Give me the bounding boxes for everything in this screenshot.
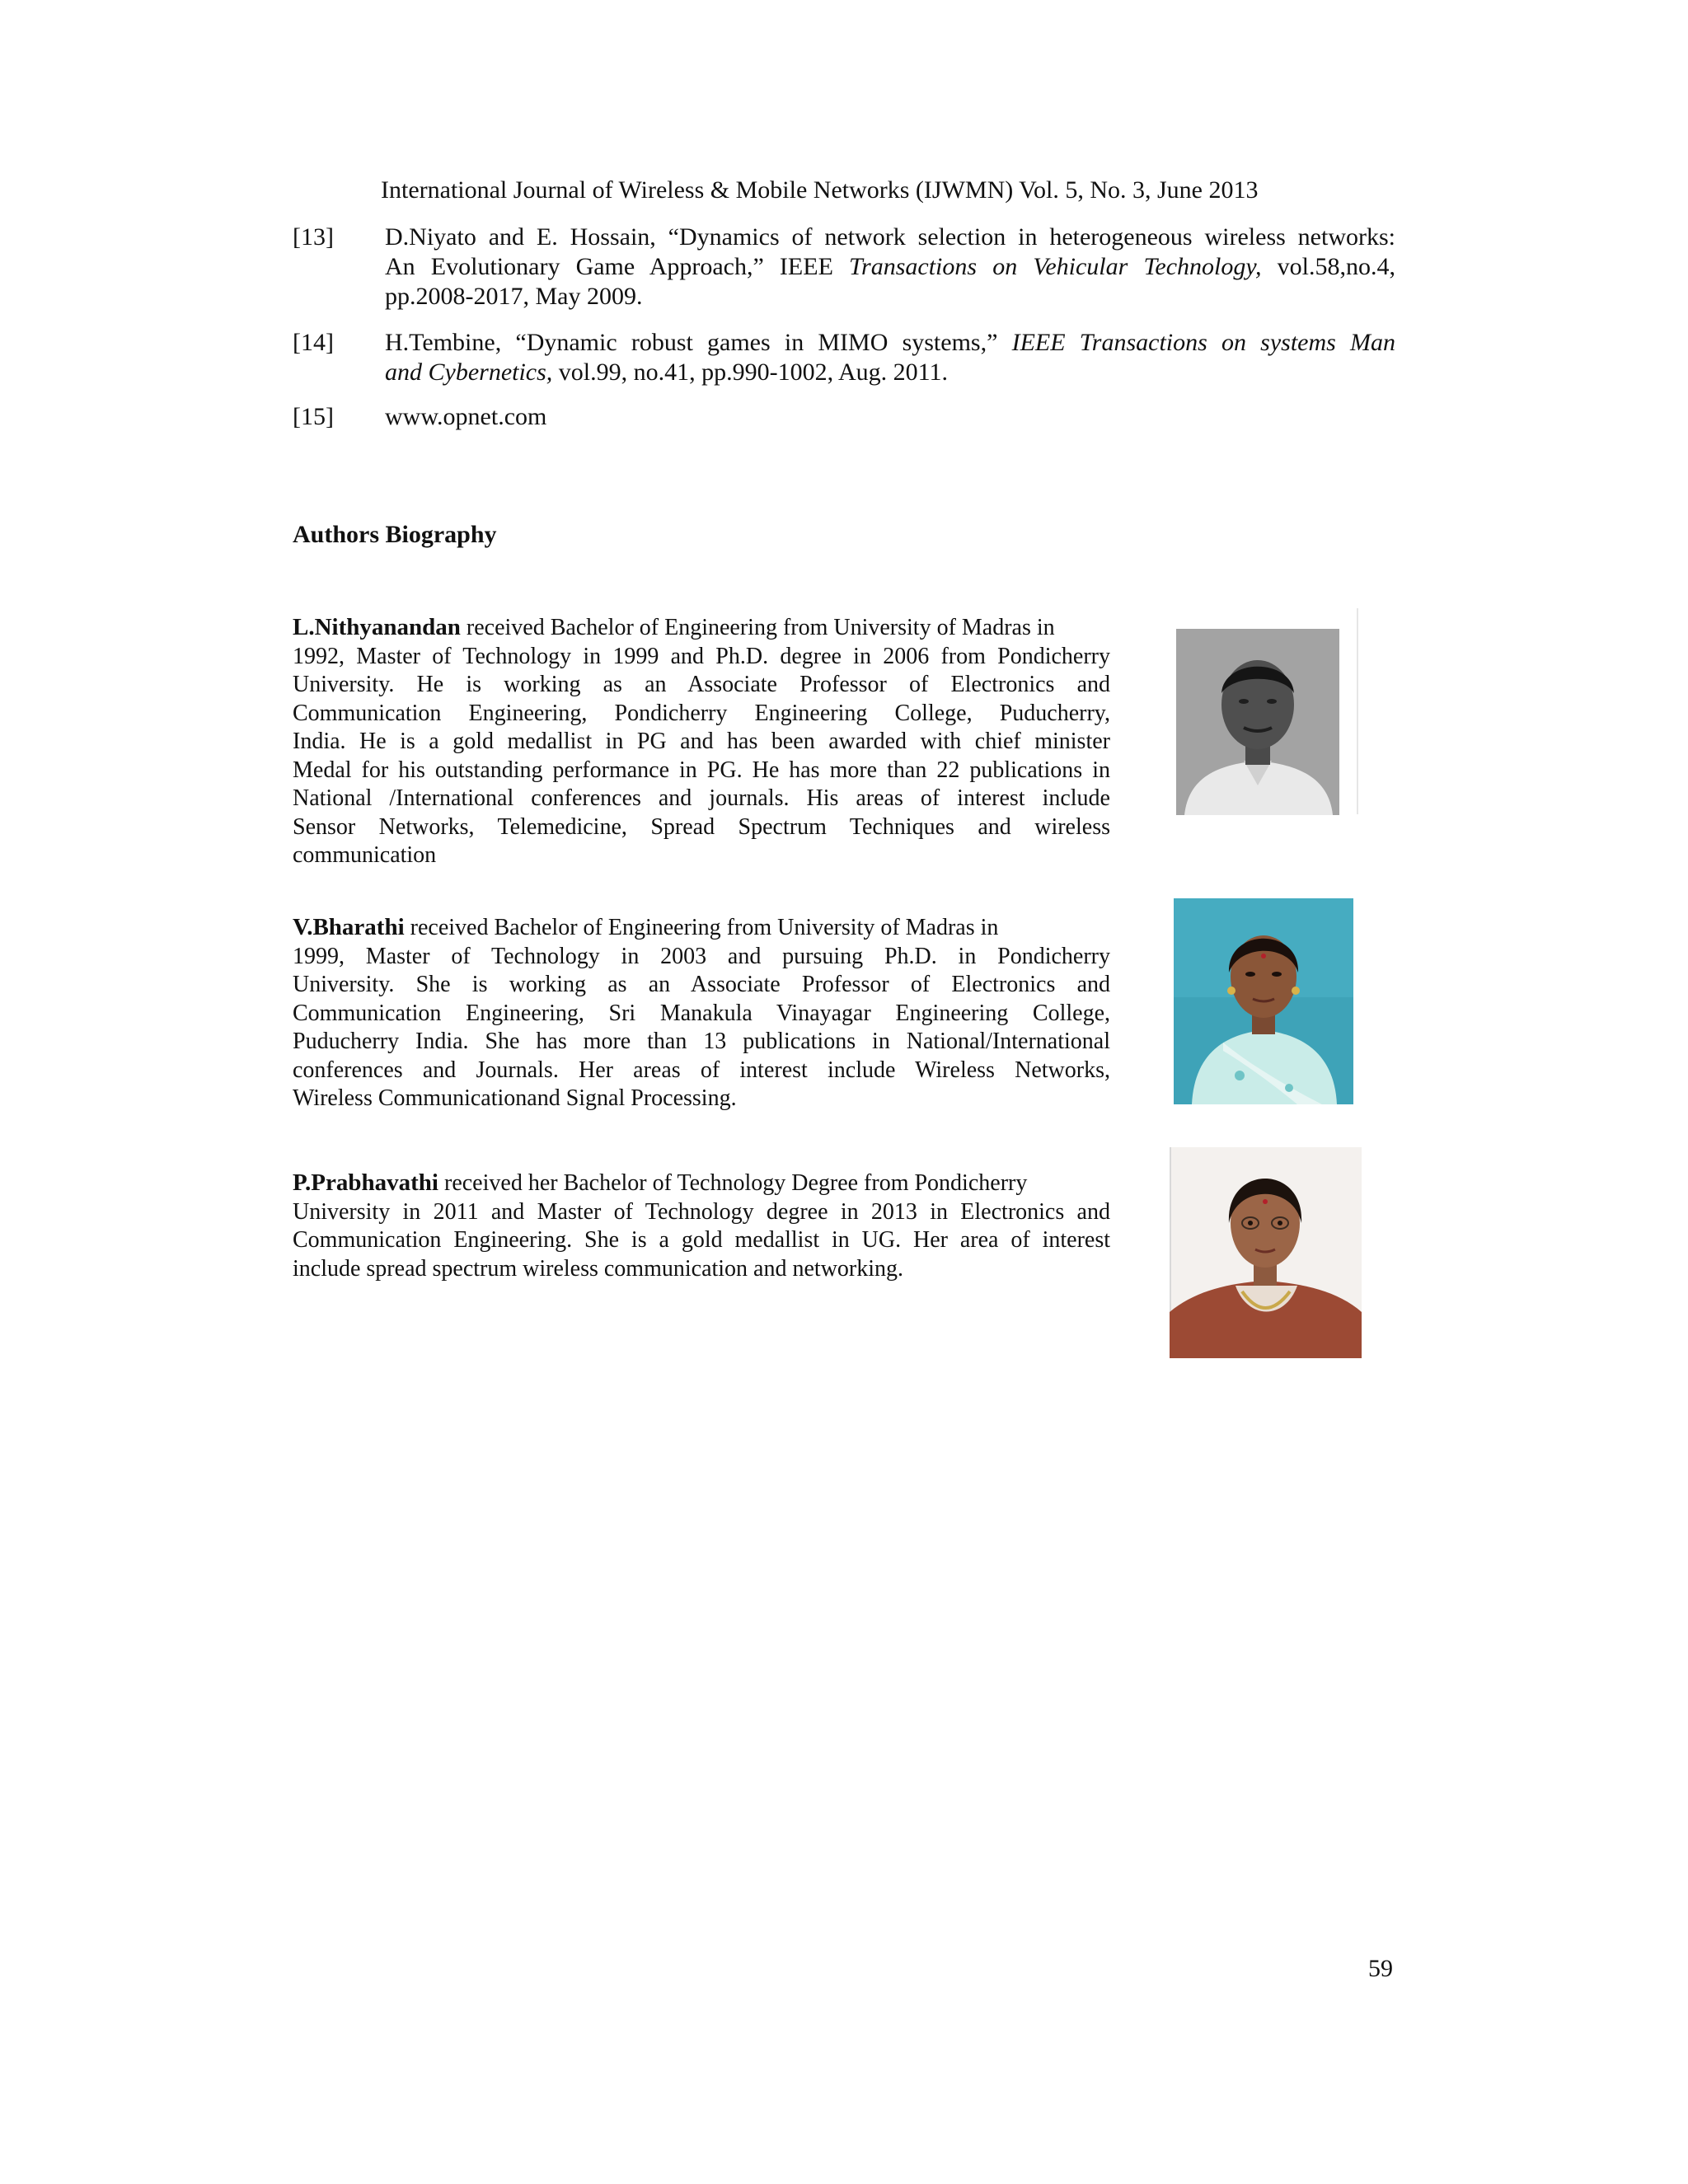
reference-line: pp.2008-2017, May 2009. [385, 283, 643, 310]
reference-number: [14] [293, 329, 334, 356]
author-name: V.Bharathi [293, 914, 405, 940]
reference-line: and Cybernetics, vol.99, no.41, pp.990-1002, Aug. 2011. [385, 359, 949, 386]
author-photo-3 [1170, 1147, 1362, 1358]
reference-link[interactable]: www.opnet.com [385, 403, 547, 430]
reference-text [385, 223, 1395, 312]
portrait-image [1174, 898, 1353, 1104]
reference-journal: IEEE Transactions on systems Man [1011, 329, 1395, 356]
reference-journal: and Cybernetics, [385, 359, 553, 386]
reference-line: H.Tembine, “Dynamic robust games in MIMO systems,” IEEE Transactions on systems Man [385, 329, 1395, 356]
photo-border [1357, 608, 1358, 814]
running-header: International Journal of Wireless & Mobile Networks (IJWMN) Vol. 5, No. 3, June 2013 [381, 176, 1259, 204]
reference-text [385, 328, 1395, 387]
section-heading: Authors Biography [293, 521, 497, 548]
author-photo-1 [1176, 629, 1339, 815]
reference-number: [15] [293, 403, 334, 430]
reference-number: [13] [293, 223, 334, 251]
portrait-image [1170, 1147, 1362, 1358]
portrait-image [1176, 629, 1339, 815]
reference-journal: Transactions on Vehicular Technology, [849, 253, 1262, 280]
reference-text [385, 402, 1395, 432]
author-bio-3: P.Prabhavathi received her Bachelor of Technology Degree from Pondicherry University in 2011 and Master of Technology degree in 2013 in Electronics and Communication Engineering. She is a gold medallist in UG. Her area of interest include spread spectrum wireless communication and networking. [293, 1169, 1110, 1282]
author-name: P.Prabhavathi [293, 1169, 438, 1196]
author-photo-2 [1174, 898, 1353, 1104]
author-name: L.Nithyanandan [293, 614, 461, 640]
reference-line: An Evolutionary Game Approach,” IEEE Transactions on Vehicular Technology, vol.58,no.4, [385, 253, 1395, 280]
author-bio-1: L.Nithyanandan received Bachelor of Engineering from University of Madras in 1992, Master of Technology in 1999 and Ph.D. degree in 2006 from Pondicherry University. He is working as an Associate Professor of Electronics and Communication Engineering, Pondicherry Engineering College, Puducherry, India. He is a gold medallist in PG and has been awarded with chief minister Medal for his outstanding performance in PG. He has more than 22 publications in National /International conferences and journals. His areas of interest include Sensor Networks, Telemedicine, Spread Spectrum Techniques and wireless communication [293, 614, 1110, 868]
author-bio-2: V.Bharathi received Bachelor of Engineering from University of Madras in 1999, Master of Technology in 2003 and pursuing Ph.D. in Pondicherry University. She is working as an Associate Professor of Electronics and Communication Engineering, Sri Manakula Vinayagar Engineering College, Puducherry India. She has more than 13 publications in National/International conferences and Journals. Her areas of interest include Wireless Networks, Wireless Communicationand Signal Processing. [293, 914, 1110, 1111]
reference-line: D.Niyato and E. Hossain, “Dynamics of network selection in heterogeneous wireless networks: [385, 223, 1395, 251]
page-number: 59 [1368, 1955, 1393, 1982]
